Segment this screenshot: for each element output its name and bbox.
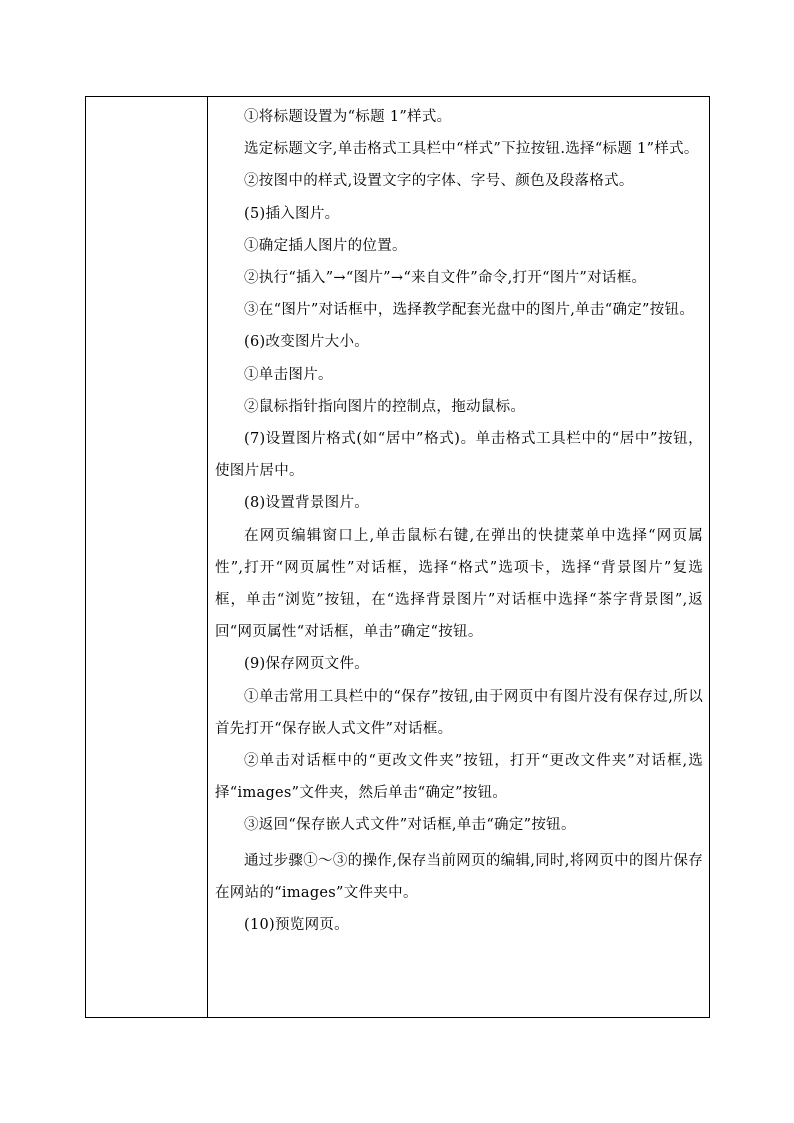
paragraph-7: ③在“图片”对话框中，选择教学配套光盘中的图片,单击“确定”按钮。 bbox=[244, 302, 695, 319]
paragraph-5: ①确定插人图片的位置。 bbox=[244, 237, 407, 254]
paragraph-2: 选定标题文字,单击格式工具栏中“样式”下拉按钮.选择“标题 1”样式。 bbox=[244, 141, 699, 158]
paragraph-8: (6)改变图片大小。 bbox=[244, 334, 370, 351]
document-table bbox=[85, 96, 710, 1018]
paragraph-10: ②鼠标指针指向图片的控制点，拖动鼠标。 bbox=[244, 398, 526, 415]
paragraph-19: (10)预览网页。 bbox=[244, 917, 349, 934]
paragraph-15: ①单击常用工具栏中的“保存”按钮,由于网页中有图片没有保存过,所以首先打开“保存嵌人式文件”对话框。 bbox=[215, 688, 703, 737]
content-cell bbox=[208, 97, 709, 1017]
paragraph-1: ①将标题设置为“标题 1”样式。 bbox=[244, 109, 452, 125]
paragraph-4: (5)插入图片。 bbox=[244, 205, 340, 222]
paragraph-17: ③返回“保存嵌人式文件”对话框,单击“确定”按钮。 bbox=[244, 817, 576, 834]
paragraph-9: ①单击图片。 bbox=[244, 366, 333, 383]
paragraph-13: 在网页编辑窗口上,单击鼠标右键,在弹出的快捷菜单中选择“网页属性”,打开“网页属性”对话框，选择“格式”选项卡，选择“背景图片”复选框，单击“浏览”按钮，在“选择背景图片”对话框中选择“茶字背景图”,返回“网页属性“对话框，单击”确定“按钮。 bbox=[215, 527, 703, 641]
paragraph-16: ②单击对话框中的“更改文件夹”按钮，打开“更改文件夹”对话框,选择“images”文件夹，然后单击“确定”按钮。 bbox=[215, 753, 703, 802]
paragraph-3: ②按图中的样式,设置文字的字体、字号、颜色及段落格式。 bbox=[244, 173, 634, 190]
paragraph-18: 通过步骤①～③的操作,保存当前网页的编辑,同时,将网页中的图片保存在网站的“images”文件夹中。 bbox=[215, 852, 703, 901]
paragraph-14: (9)保存网页文件。 bbox=[244, 656, 370, 673]
paragraph-6: ②执行“插入”→“图片”→“来自文件”命令,打开“图片”对话框。 bbox=[244, 270, 647, 287]
left-column-cell bbox=[86, 97, 208, 1017]
paragraph-11: (7)设置图片格式(如“居中”格式)。单击格式工具栏中的“居中”按钮，使图片居中。 bbox=[215, 431, 703, 480]
paragraph-12: (8)设置背景图片。 bbox=[244, 495, 370, 512]
